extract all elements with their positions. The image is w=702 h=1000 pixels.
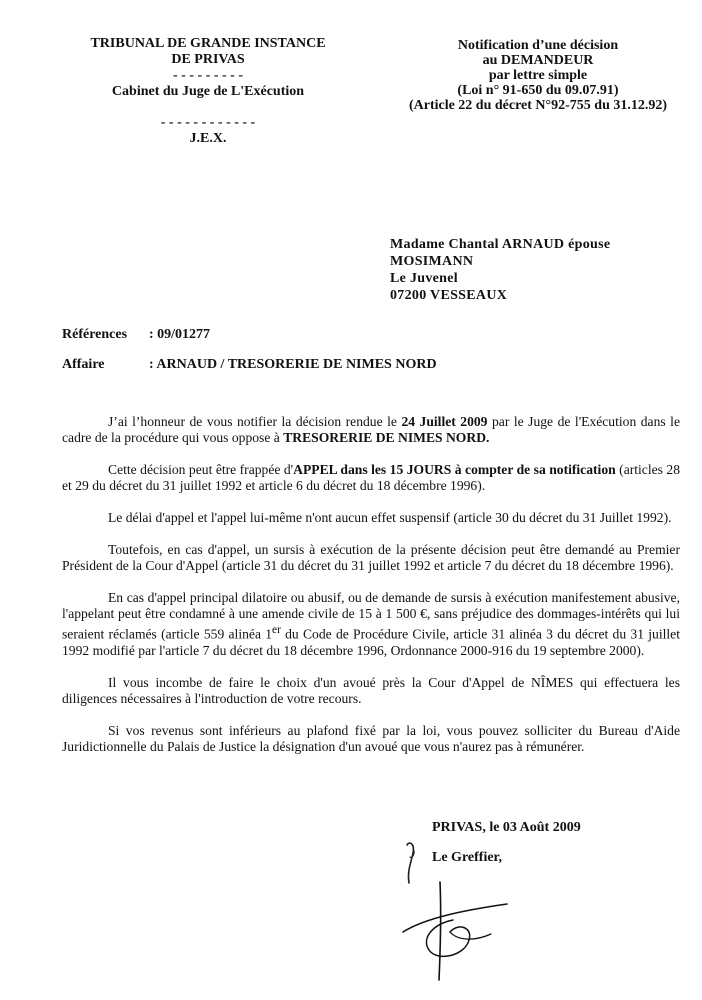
notification-decree: (Article 22 du décret N°92-755 du 31.12.92) [408,98,668,113]
affaire-value: : ARNAUD / TRESORERIE DE NIMES NORD [149,357,437,372]
recipient-city: 07200 VESSEAUX [390,288,508,303]
court-city: DE PRIVAS [171,52,245,67]
references-label: Références [62,327,128,342]
paragraph-4: Toutefois, en cas d'appel, un sursis à exécution de la présente décision peut être demandé au Premier Président de la Cour d'Appel (article 31 du décret du 31 juillet 1992 et article 7 du décret du 18 décembre 1996). [62,542,680,573]
signature [395,880,515,985]
paragraph-7: Si vos revenus sont inférieurs au plafond fixé par la loi, vous pouvez solliciter du Bureau d'Aide Juridictionnelle du Palais de Justice la désignation d'un avoué que vous n'aurez pas à rémunérer. [62,722,680,754]
notification-recipient-type: au DEMANDEUR [482,53,594,68]
cabinet-name: Cabinet du Juge de L'Exécution [111,84,305,99]
opposing-party: TRESORERIE DE NIMES NORD. [283,430,490,445]
notification-title: Notification d’une décision [457,38,619,53]
references-row [62,327,210,343]
affaire-label: Affaire [62,357,105,372]
decision-date: 24 Juillet 2009 [401,414,488,429]
notification-law: (Loi n° 91-650 du 09.07.91) [457,83,619,98]
notification-method: par lettre simple [488,68,588,83]
signatory-title: Le Greffier, [432,850,502,865]
court-header [58,36,358,147]
paragraph-2: Cette décision peut être frappée d'APPEL dans les 15 JOURS à compter de sa notification (articles 28 et 29 du décret du 31 juillet 1992 et article 6 du décret du 18 décembre 1996). [62,462,681,493]
paragraph-3: Le délai d'appel et l'appel lui-même n'ont aucun effet suspensif (article 30 du décret du 31 Juillet 1992). [108,510,672,525]
notification-header [388,38,688,113]
paragraph-5: En cas d'appel principal dilatoire ou abusif, ou de demande de sursis à exécution manifestement abusive, l'appelant peut être condamné à une amende civile de 15 à 1 500 €, sans préjudice des dommages-intérêts qui lui seraient réclamés (article 559 alinéa 1er du Code de Procédure Civile, article 31 alinéa 3 du décret du 31 juillet 1992 modifié par l'article 7 du décret du 18 décembre 1996, Ordonnance 2000-916 du 19 septembre 2000). [62,590,680,658]
court-name: TRIBUNAL DE GRANDE INSTANCE [90,36,326,51]
recipient-address [390,236,610,304]
header-separator-2: - - - - - - - - - - - - [160,115,256,130]
recipient-name: Madame Chantal ARNAUD épouse [390,237,611,252]
affaire-row [62,357,437,373]
letter-body [62,414,680,771]
paragraph-1: J’ai l’honneur de vous notifier la décision rendue le 24 Juillet 2009 par le Juge de l'Exécution dans le cadre de la procédure qui vous oppose à TRESORERIE DE NIMES NORD. [62,414,680,445]
jex-label: J.E.X. [189,131,227,146]
recipient-street: Le Juvenel [390,271,458,286]
appeal-deadline: APPEL dans les 15 JOURS à compter de sa notification [293,462,616,477]
recipient-name-2: MOSIMANN [390,254,474,269]
paragraph-6: Il vous incombe de faire le choix d'un avoué près la Cour d'Appel de NÎMES qui effectuera les diligences nécessaires à l'introduction de votre recours. [62,674,680,706]
place-date: PRIVAS, le 03 Août 2009 [432,820,581,835]
header-separator: - - - - - - - - - [173,68,243,83]
references-value: : 09/01277 [149,327,211,342]
